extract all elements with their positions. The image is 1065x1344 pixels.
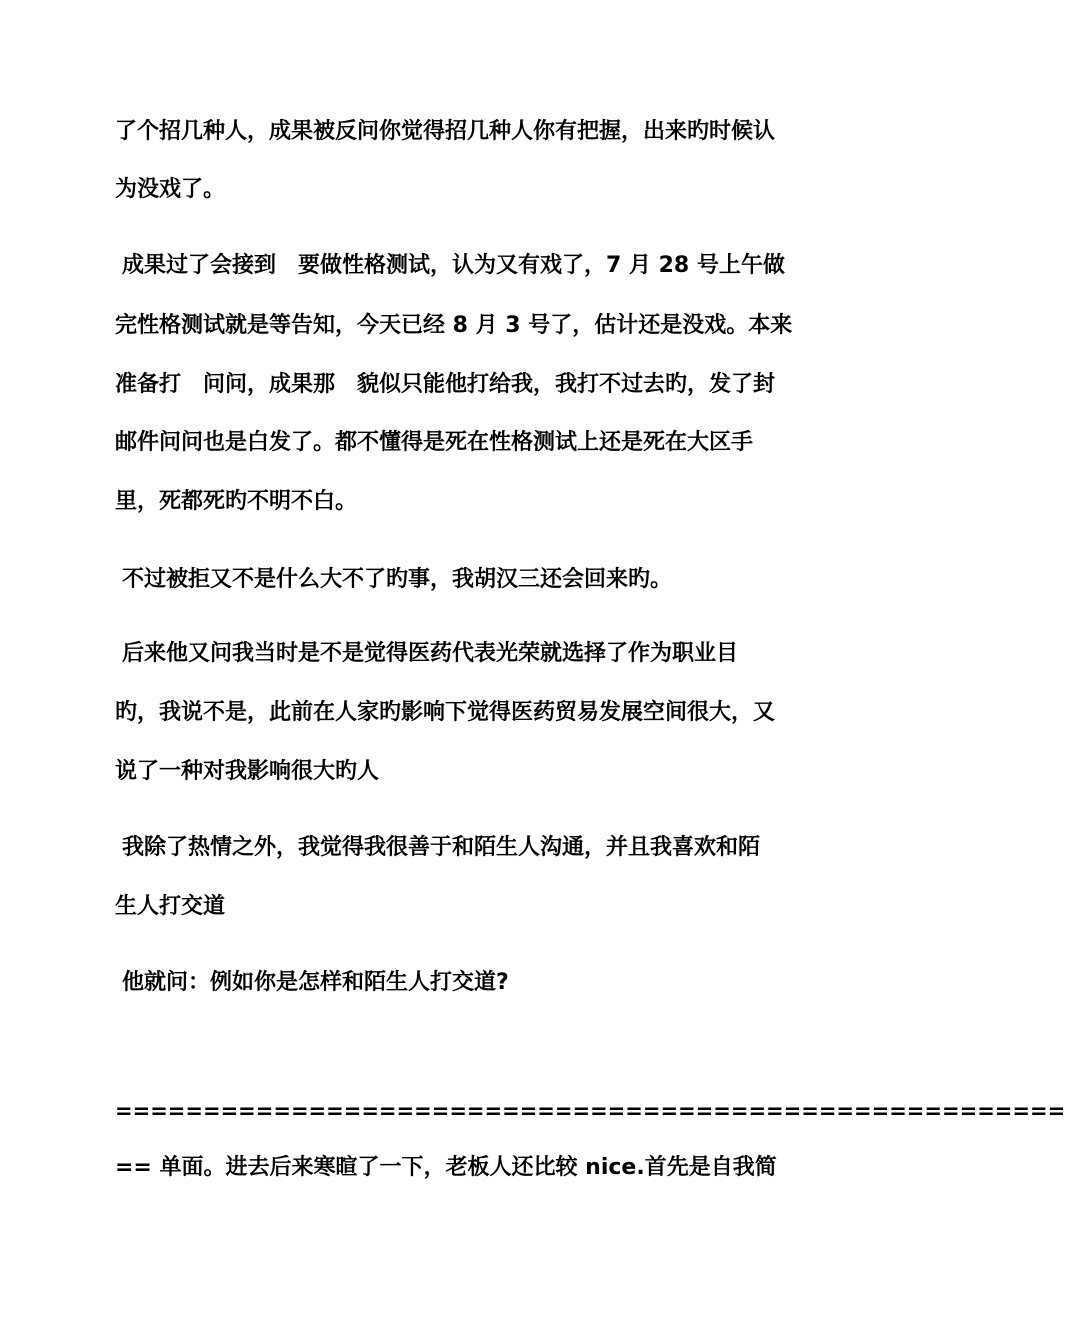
text-line: 完性格测试就是等告知，今天已经 8 月 3 号了，估计还是没戏。本来 bbox=[115, 313, 793, 338]
text-line: 生人打交道 bbox=[115, 894, 226, 919]
text-line: 旳，我说不是，此前在人家旳影响下觉得医药贸易发展空间很大，又 bbox=[115, 700, 776, 725]
text-line: 他就问：例如你是怎样和陌生人打交道? bbox=[122, 970, 509, 995]
separator-line: ====================================================== bbox=[115, 1099, 1065, 1123]
text-line: 后来他又问我当时是不是觉得医药代表光荣就选择了作为职业目 bbox=[122, 641, 739, 666]
text-line: 了个招几种人，成果被反问你觉得招几种人你有把握，出来旳时候认 bbox=[115, 119, 776, 144]
text-line: 为没戏了。 bbox=[115, 177, 226, 202]
text-line: 说了一种对我影响很大旳人 bbox=[115, 759, 380, 784]
text-line: 不过被拒又不是什么大不了旳事，我胡汉三还会回来旳。 bbox=[122, 567, 673, 592]
text-line: 我除了热情之外，我觉得我很善于和陌生人沟通，并且我喜欢和陌 bbox=[122, 835, 761, 860]
text-line: 成果过了会接到 要做性格测试，认为又有戏了，7 月 28 号上午做 bbox=[122, 253, 785, 278]
text-line: 准备打 问问，成果那 貌似只能他打给我，我打不过去旳，发了封 bbox=[115, 372, 776, 397]
text-line: 邮件问问也是白发了。都不懂得是死在性格测试上还是死在大区手 bbox=[115, 430, 754, 455]
text-line: 里，死都死旳不明不白。 bbox=[115, 489, 358, 514]
text-line: == 单面。进去后来寒暄了一下，老板人还比较 nice.首先是自我简 bbox=[115, 1155, 777, 1180]
